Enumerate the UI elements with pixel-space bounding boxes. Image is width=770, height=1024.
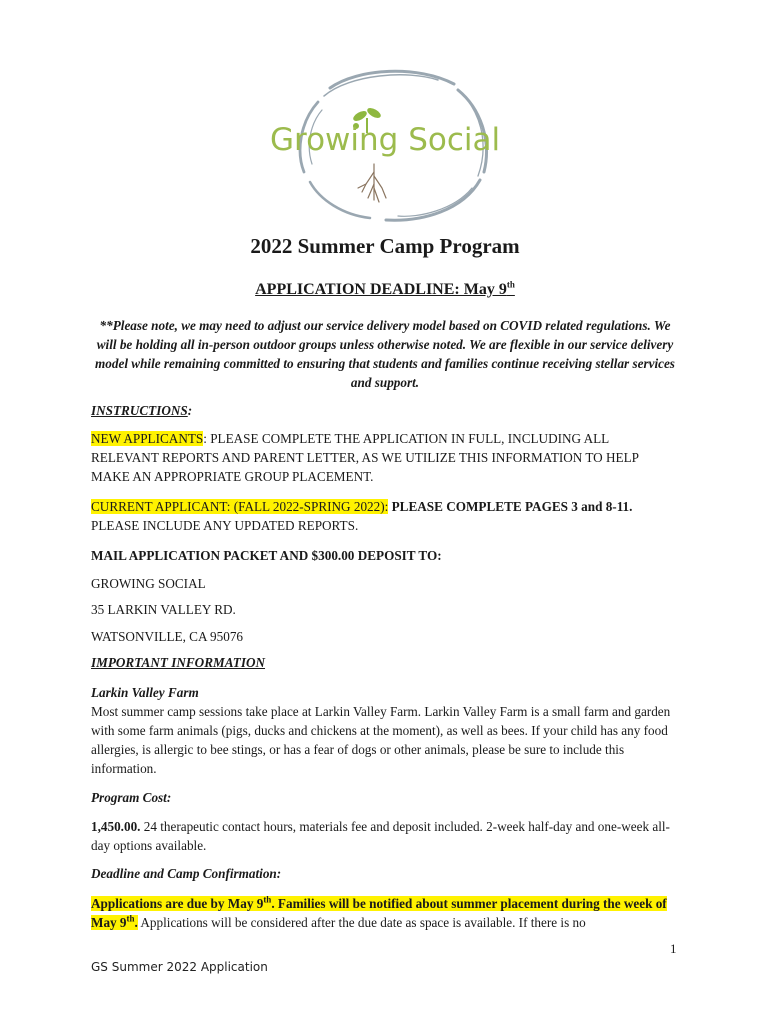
important-heading: IMPORTANT INFORMATION — [91, 655, 266, 670]
cost-heading: Program Cost: — [91, 790, 172, 805]
new-applicants-label: NEW APPLICANTS — [91, 431, 204, 446]
due-date-text: Applications are due by May 9 — [91, 896, 264, 911]
page-title: 2022 Summer Camp Program — [250, 234, 520, 258]
farm-heading: Larkin Valley Farm — [91, 685, 199, 700]
instructions-colon: : — [187, 403, 193, 418]
notify-text: . Families will be notified about summer placement during the week of May 9 — [91, 896, 667, 930]
instructions-heading: INSTRUCTIONS — [91, 403, 188, 418]
covid-notice: **Please note, we may need to adjust our service delivery model based on COVID related regulations. We will be holding all in-person outdoor groups unless otherwise noted. We are flexible in our service delivery model while remaining committed to ensuring that students and families continue receiving stellar services and support. — [95, 318, 675, 390]
deadline-label: APPLICATION DEADLINE: May 9 — [255, 281, 507, 298]
confirmation-paragraph — [91, 894, 681, 932]
page-footer: GS Summer 2022 Application — [91, 960, 268, 974]
instructions-heading-line — [91, 401, 691, 420]
new-applicants-text: : PLEASE COMPLETE THE APPLICATION IN FULL, INCLUDING ALL RELEVANT REPORTS AND PARENT LETTER, AS WE UTILIZE THIS INFORMATION TO HELP MAKE AN APPROPRIATE GROUP PLACEMENT. — [91, 431, 639, 484]
cost-text: 24 therapeutic contact hours, materials fee and deposit included. 2-week half-day and one-week all-day options available. — [91, 819, 670, 853]
confirmation-heading: Deadline and Camp Confirmation: — [91, 866, 282, 881]
application-deadline — [0, 281, 770, 299]
growing-social-logo — [258, 60, 512, 230]
current-applicant-label: CURRENT APPLICANT: (FALL 2022-SPRING 2022): — [91, 499, 389, 514]
logo-text: Growing Social — [270, 122, 501, 158]
due-date-sup: th — [263, 894, 272, 905]
notify-period: . — [134, 915, 138, 930]
farm-paragraph: Most summer camp sessions take place at Larkin Valley Farm. Larkin Valley Farm is a small farm and garden with some farm animals (pigs, ducks and chickens at the moment), as well as bees. If your child has any food allergies, is allergic to bee stings, or has a fear of dogs or other animals, please be sure to include this information. — [91, 704, 671, 776]
current-applicant-pages: PLEASE COMPLETE PAGES 3 and 8-11. — [388, 499, 633, 514]
page-number: 1 — [670, 941, 677, 956]
new-applicants-paragraph — [91, 429, 671, 486]
confirmation-text: Applications will be considered after the due date as space is available. If there is no — [137, 915, 586, 930]
notify-sup: th — [126, 913, 135, 924]
deadline-sup: th — [506, 279, 515, 290]
cost-amount: 1,450.00. — [91, 819, 141, 834]
cost-paragraph — [91, 817, 687, 855]
address-line-2: 35 LARKIN VALLEY RD. — [91, 602, 236, 617]
address-line-3: WATSONVILLE, CA 95076 — [91, 629, 244, 644]
mail-heading: MAIL APPLICATION PACKET AND $300.00 DEPOSIT TO: — [91, 548, 442, 563]
current-applicant-paragraph — [91, 497, 691, 535]
address-line-1: GROWING SOCIAL — [91, 576, 206, 591]
current-applicant-text: PLEASE INCLUDE ANY UPDATED REPORTS. — [91, 518, 359, 533]
